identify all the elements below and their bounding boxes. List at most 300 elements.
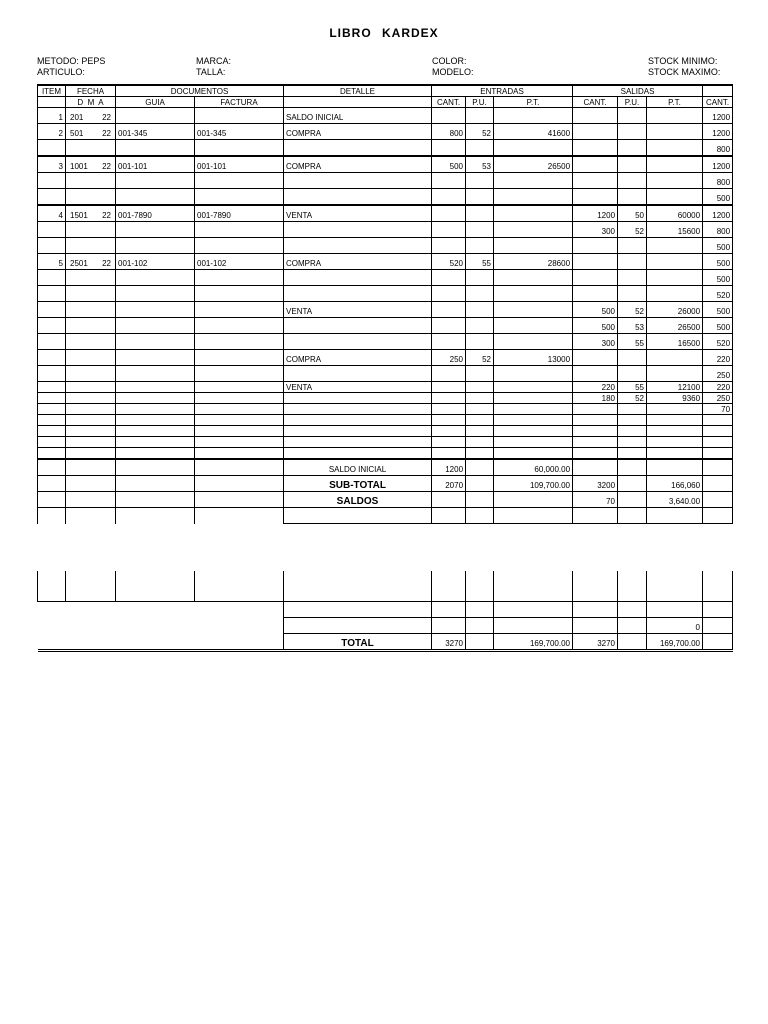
row-entradas-pt	[494, 222, 573, 238]
row-item	[38, 404, 66, 415]
row-entradas-cant	[432, 108, 466, 124]
table-row	[38, 334, 733, 350]
row-detalle	[284, 270, 432, 286]
summary-saldos-sal-cant: 70	[573, 492, 618, 508]
kardex-table	[37, 84, 733, 524]
row-detalle	[284, 415, 432, 426]
row-item: 5	[38, 254, 66, 270]
metodo-label: METODO: PEPS	[37, 56, 106, 66]
row-factura: 001-7890	[195, 205, 284, 222]
table-row	[38, 222, 733, 238]
row-fecha	[66, 302, 116, 318]
row-saldo-cant: 500	[703, 238, 733, 254]
row-salidas-pu	[618, 415, 647, 426]
row-detalle	[284, 140, 432, 157]
row-entradas-pt	[494, 437, 573, 448]
table-row	[38, 108, 733, 124]
row-factura	[195, 318, 284, 334]
row-salidas-pt	[647, 156, 703, 173]
row-factura	[195, 238, 284, 254]
row-guia	[116, 350, 195, 366]
header-detalle-blank	[284, 97, 432, 108]
row-entradas-pt	[494, 334, 573, 350]
row-factura	[195, 222, 284, 238]
row-entradas-pu	[466, 270, 494, 286]
row-fecha-d: 25	[70, 259, 79, 268]
page-title: LIBRO KARDEX	[329, 26, 439, 40]
row-entradas-cant	[432, 382, 466, 393]
row-salidas-pt	[647, 286, 703, 302]
row-entradas-pu	[466, 437, 494, 448]
row-fecha	[66, 140, 116, 157]
row-entradas-pt	[494, 382, 573, 393]
row-detalle: VENTA	[284, 205, 432, 222]
row-entradas-pt	[494, 173, 573, 189]
row-saldo-cant: 500	[703, 254, 733, 270]
row-detalle	[284, 437, 432, 448]
row-salidas-cant: 500	[573, 318, 618, 334]
row-entradas-pu	[466, 415, 494, 426]
row-entradas-pt	[494, 404, 573, 415]
row-saldo-cant: 1200	[703, 205, 733, 222]
header-item-blank	[38, 97, 66, 108]
row-factura	[195, 108, 284, 124]
row-salidas-pu	[618, 140, 647, 157]
summary-subtotal-ent-cant: 2070	[432, 476, 466, 492]
row-entradas-pu	[466, 382, 494, 393]
row-guia: 001-101	[116, 156, 195, 173]
row-entradas-pu: 52	[466, 124, 494, 140]
row-fecha	[66, 437, 116, 448]
row-entradas-pt	[494, 426, 573, 437]
row-detalle	[284, 222, 432, 238]
row-salidas-pu	[618, 448, 647, 460]
row-salidas-cant: 220	[573, 382, 618, 393]
table-row	[38, 318, 733, 334]
row-salidas-cant: 500	[573, 302, 618, 318]
row-factura	[195, 173, 284, 189]
row-fecha-m: 01	[78, 259, 88, 268]
row-entradas-pt	[494, 270, 573, 286]
row-detalle: COMPRA	[284, 156, 432, 173]
row-detalle	[284, 404, 432, 415]
row-entradas-cant	[432, 238, 466, 254]
row-saldo-cant: 800	[703, 222, 733, 238]
row-guia	[116, 286, 195, 302]
table-row	[38, 254, 733, 270]
row-entradas-pu: 53	[466, 156, 494, 173]
row-item: 4	[38, 205, 66, 222]
row-entradas-pu	[466, 404, 494, 415]
row-fecha	[66, 382, 116, 393]
row-salidas-pt	[647, 140, 703, 157]
row-item: 1	[38, 108, 66, 124]
meta-color	[432, 56, 474, 78]
row-salidas-pt	[647, 426, 703, 437]
table-row	[38, 286, 733, 302]
row-factura	[195, 382, 284, 393]
row-salidas-pu	[618, 254, 647, 270]
row-salidas-pt: 60000	[647, 205, 703, 222]
row-detalle	[284, 189, 432, 206]
row-entradas-pu	[466, 286, 494, 302]
row-item	[38, 426, 66, 437]
table-row	[38, 415, 733, 426]
row-salidas-pt: 26000	[647, 302, 703, 318]
row-salidas-cant	[573, 426, 618, 437]
row-saldo-cant: 220	[703, 382, 733, 393]
row-entradas-pu	[466, 334, 494, 350]
row-entradas-pu	[466, 393, 494, 404]
row-entradas-cant: 520	[432, 254, 466, 270]
row-entradas-pt	[494, 302, 573, 318]
row-fecha-m: 01	[78, 211, 88, 220]
row-guia	[116, 189, 195, 206]
row-fecha	[66, 393, 116, 404]
row-item	[38, 189, 66, 206]
row-entradas-pt	[494, 448, 573, 460]
row-fecha-m: 01	[78, 162, 88, 171]
row-detalle	[284, 318, 432, 334]
row-entradas-cant	[432, 393, 466, 404]
row-detalle: SALDO INICIAL	[284, 108, 432, 124]
meta-stock	[648, 56, 720, 78]
row-entradas-pt	[494, 286, 573, 302]
row-entradas-cant	[432, 222, 466, 238]
header-detalle: DETALLE	[284, 85, 432, 97]
row-fecha	[66, 404, 116, 415]
row-factura	[195, 350, 284, 366]
table-row	[38, 382, 733, 393]
row-entradas-pu	[466, 205, 494, 222]
row-entradas-cant: 500	[432, 156, 466, 173]
row-guia	[116, 404, 195, 415]
row-saldo-cant: 1200	[703, 124, 733, 140]
lower-row-1	[38, 571, 733, 601]
row-entradas-pt	[494, 140, 573, 157]
row-entradas-pu	[466, 173, 494, 189]
summary-saldos-label: SALDOS	[284, 492, 432, 508]
row-salidas-pu	[618, 270, 647, 286]
header-fecha: FECHA	[66, 85, 116, 97]
lower-row-2	[38, 601, 733, 617]
header-documentos: DOCUMENTOS	[116, 85, 284, 97]
row-entradas-cant	[432, 286, 466, 302]
header-guia: GUIA	[116, 97, 195, 108]
row-guia	[116, 318, 195, 334]
row-saldo-cant: 250	[703, 393, 733, 404]
row-detalle: VENTA	[284, 302, 432, 318]
row-fecha-a: 22	[102, 113, 111, 122]
row-factura	[195, 393, 284, 404]
row-saldo-cant: 500	[703, 270, 733, 286]
row-saldo-cant: 800	[703, 173, 733, 189]
row-salidas-pu	[618, 173, 647, 189]
row-guia	[116, 437, 195, 448]
row-salidas-cant	[573, 156, 618, 173]
row-salidas-pt	[647, 404, 703, 415]
row-entradas-pu	[466, 448, 494, 460]
summary-saldos-row	[38, 492, 733, 508]
row-fecha	[66, 426, 116, 437]
table-row	[38, 426, 733, 437]
row-entradas-pu	[466, 222, 494, 238]
row-fecha-m: 01	[74, 113, 84, 122]
row-fecha	[66, 222, 116, 238]
row-salidas-pt: 26500	[647, 318, 703, 334]
row-guia	[116, 222, 195, 238]
row-guia	[116, 270, 195, 286]
row-salidas-pu	[618, 124, 647, 140]
row-salidas-cant	[573, 366, 618, 382]
row-salidas-pu	[618, 156, 647, 173]
row-salidas-cant	[573, 238, 618, 254]
row-item	[38, 286, 66, 302]
row-fecha-d: 5	[70, 129, 75, 138]
row-saldo-cant	[703, 448, 733, 460]
row-entradas-cant	[432, 426, 466, 437]
row-salidas-cant	[573, 108, 618, 124]
row-salidas-pu: 52	[618, 302, 647, 318]
row-item	[38, 222, 66, 238]
row-fecha	[66, 124, 116, 140]
row-factura	[195, 189, 284, 206]
row-entradas-pu: 52	[466, 350, 494, 366]
row-salidas-cant	[573, 404, 618, 415]
row-saldo-cant: 520	[703, 334, 733, 350]
row-salidas-pt	[647, 437, 703, 448]
row-fecha	[66, 205, 116, 222]
row-item: 2	[38, 124, 66, 140]
header-salidas: SALIDAS	[573, 85, 703, 97]
row-item	[38, 393, 66, 404]
row-fecha	[66, 366, 116, 382]
total-sal-cant: 3270	[573, 633, 618, 650]
row-entradas-cant	[432, 205, 466, 222]
table-row	[38, 156, 733, 173]
row-salidas-pu	[618, 238, 647, 254]
total-ent-pt: 169,700.00	[494, 633, 573, 650]
lower-zero-value: 0	[647, 617, 703, 633]
row-fecha	[66, 254, 116, 270]
row-factura	[195, 437, 284, 448]
header-d: D	[77, 97, 84, 107]
row-entradas-pt	[494, 366, 573, 382]
row-detalle: COMPRA	[284, 124, 432, 140]
row-factura	[195, 334, 284, 350]
total-sal-pt: 169,700.00	[647, 633, 703, 650]
row-fecha-d: 15	[70, 211, 79, 220]
row-saldo-cant: 500	[703, 302, 733, 318]
row-salidas-pt: 12100	[647, 382, 703, 393]
row-guia	[116, 366, 195, 382]
row-item	[38, 238, 66, 254]
header-saldo-cant: CANT.	[703, 97, 733, 108]
row-item	[38, 448, 66, 460]
row-item	[38, 140, 66, 157]
row-entradas-cant	[432, 404, 466, 415]
row-guia	[116, 108, 195, 124]
table-row	[38, 437, 733, 448]
row-salidas-pt	[647, 189, 703, 206]
row-salidas-pu	[618, 189, 647, 206]
row-entradas-pu	[466, 108, 494, 124]
row-factura	[195, 366, 284, 382]
row-entradas-cant	[432, 448, 466, 460]
row-item	[38, 318, 66, 334]
summary-saldo-inicial-cant: 1200	[432, 459, 466, 476]
row-item	[38, 302, 66, 318]
row-guia	[116, 238, 195, 254]
row-saldo-cant	[703, 437, 733, 448]
row-salidas-cant	[573, 415, 618, 426]
row-factura	[195, 302, 284, 318]
row-salidas-pu	[618, 437, 647, 448]
row-detalle	[284, 393, 432, 404]
row-fecha	[66, 189, 116, 206]
row-factura	[195, 286, 284, 302]
row-salidas-cant: 180	[573, 393, 618, 404]
row-detalle	[284, 286, 432, 302]
total-ent-cant: 3270	[432, 633, 466, 650]
header-a: A	[98, 97, 104, 107]
row-entradas-pu	[466, 318, 494, 334]
row-saldo-cant: 520	[703, 286, 733, 302]
row-entradas-cant: 800	[432, 124, 466, 140]
summary-subtotal-sal-pt: 166,060	[647, 476, 703, 492]
row-salidas-pu: 52	[618, 222, 647, 238]
row-guia	[116, 173, 195, 189]
row-salidas-cant	[573, 286, 618, 302]
row-entradas-pt	[494, 189, 573, 206]
row-entradas-pu	[466, 302, 494, 318]
table-row	[38, 393, 733, 404]
row-salidas-cant	[573, 270, 618, 286]
row-guia	[116, 415, 195, 426]
summary-subtotal-row	[38, 476, 733, 492]
row-saldo-cant	[703, 415, 733, 426]
table-row	[38, 366, 733, 382]
row-salidas-pu	[618, 350, 647, 366]
row-salidas-pt: 9360	[647, 393, 703, 404]
row-salidas-pt	[647, 415, 703, 426]
row-fecha	[66, 318, 116, 334]
meta-left	[37, 56, 105, 78]
row-saldo-cant: 250	[703, 366, 733, 382]
row-saldo-cant: 1200	[703, 156, 733, 173]
row-salidas-pt	[647, 173, 703, 189]
row-saldo-cant: 70	[703, 404, 733, 415]
row-entradas-cant: 250	[432, 350, 466, 366]
row-entradas-pu	[466, 140, 494, 157]
row-salidas-cant	[573, 448, 618, 460]
header-salidas-cant: CANT.	[573, 97, 618, 108]
row-detalle: VENTA	[284, 382, 432, 393]
row-salidas-pu	[618, 108, 647, 124]
row-entradas-pu	[466, 238, 494, 254]
row-salidas-cant: 300	[573, 334, 618, 350]
row-entradas-cant	[432, 302, 466, 318]
row-fecha-a: 22	[102, 211, 111, 220]
row-item: 3	[38, 156, 66, 173]
row-guia: 001-7890	[116, 205, 195, 222]
row-saldo-cant: 500	[703, 189, 733, 206]
row-guia	[116, 448, 195, 460]
row-fecha-a: 22	[102, 129, 111, 138]
row-factura	[195, 270, 284, 286]
header-row-2	[38, 97, 733, 108]
stock-max-label: STOCK MAXIMO:	[648, 67, 721, 77]
table-row	[38, 238, 733, 254]
row-saldo-cant: 1200	[703, 108, 733, 124]
row-entradas-pu	[466, 366, 494, 382]
row-detalle	[284, 238, 432, 254]
row-detalle	[284, 448, 432, 460]
header-factura: FACTURA	[195, 97, 284, 108]
row-factura	[195, 448, 284, 460]
row-salidas-cant: 300	[573, 222, 618, 238]
row-entradas-cant	[432, 437, 466, 448]
header-item: ITEM	[38, 85, 66, 97]
total-label: TOTAL	[284, 633, 432, 650]
row-guia	[116, 140, 195, 157]
header-row-1	[38, 85, 733, 97]
header-dma	[66, 97, 116, 108]
summary-subtotal-sal-cant: 3200	[573, 476, 618, 492]
row-salidas-pu: 50	[618, 205, 647, 222]
row-salidas-pt: 15600	[647, 222, 703, 238]
row-detalle	[284, 426, 432, 437]
row-entradas-cant	[432, 189, 466, 206]
row-salidas-cant	[573, 124, 618, 140]
row-item	[38, 350, 66, 366]
row-entradas-pt	[494, 238, 573, 254]
table-row	[38, 189, 733, 206]
row-salidas-pt	[647, 254, 703, 270]
row-salidas-pu	[618, 286, 647, 302]
row-fecha	[66, 270, 116, 286]
row-salidas-pt	[647, 270, 703, 286]
row-salidas-pu: 53	[618, 318, 647, 334]
modelo-label: MODELO:	[432, 67, 474, 77]
row-detalle	[284, 173, 432, 189]
row-entradas-pu	[466, 189, 494, 206]
row-item	[38, 382, 66, 393]
table-row	[38, 448, 733, 460]
header-entradas-pu: P.U.	[466, 97, 494, 108]
table-row	[38, 205, 733, 222]
row-item	[38, 334, 66, 350]
row-entradas-cant	[432, 334, 466, 350]
row-guia	[116, 302, 195, 318]
kardex-lower-table	[37, 571, 733, 652]
row-entradas-pt	[494, 393, 573, 404]
table-row	[38, 173, 733, 189]
header-salidas-pt: P.T.	[647, 97, 703, 108]
row-saldo-cant: 500	[703, 318, 733, 334]
header-saldo-blank	[703, 85, 733, 97]
row-entradas-cant	[432, 173, 466, 189]
row-fecha-a: 22	[102, 162, 111, 171]
row-entradas-pu	[466, 426, 494, 437]
row-fecha	[66, 415, 116, 426]
row-entradas-cant	[432, 140, 466, 157]
header-m: M	[87, 97, 95, 107]
row-detalle: COMPRA	[284, 350, 432, 366]
row-fecha-d: 10	[70, 162, 79, 171]
row-factura	[195, 404, 284, 415]
row-guia	[116, 426, 195, 437]
